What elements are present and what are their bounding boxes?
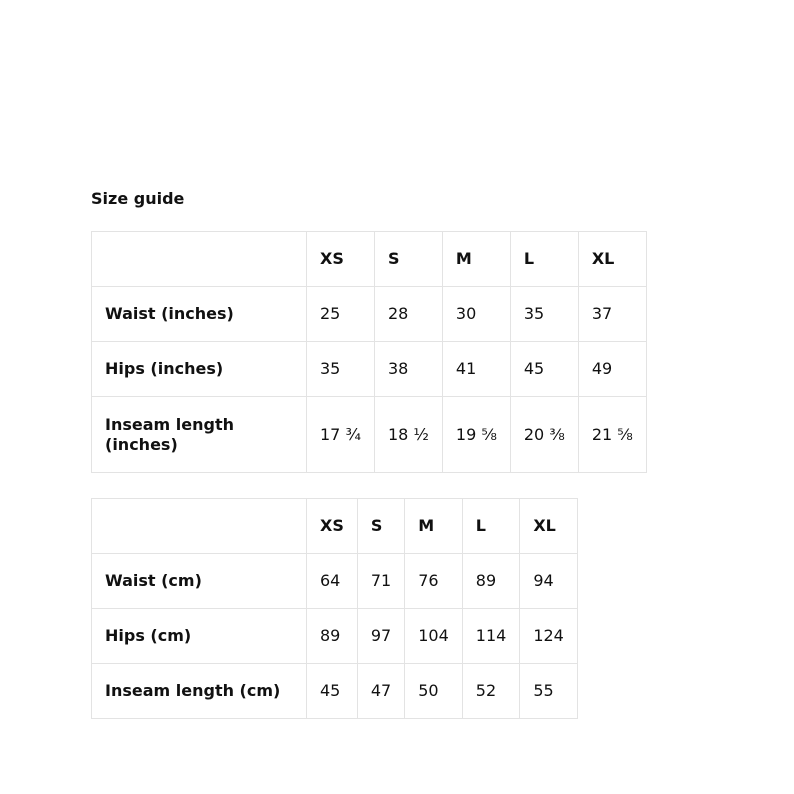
header-cell-m: M [405,499,463,554]
table-cell: 21 ⅝ [578,397,646,473]
header-cell-xl: XL [578,232,646,287]
table-cell: 104 [405,609,463,664]
row-label: Hips (inches) [92,342,307,397]
header-cell-xl: XL [520,499,578,554]
table-cell: 37 [578,287,646,342]
table-cell: 76 [405,554,463,609]
header-cell-xs: XS [307,232,375,287]
header-cell-xs: XS [307,499,358,554]
table-cell: 28 [374,287,442,342]
table-cell: 89 [307,609,358,664]
table-row [92,554,578,609]
header-cell-s: S [357,499,404,554]
table-row [92,609,578,664]
table-cell: 45 [510,342,578,397]
table-cell: 52 [462,664,520,719]
table-cell: 25 [307,287,375,342]
table-cell: 20 ⅜ [510,397,578,473]
table-cell: 41 [442,342,510,397]
page-title: Size guide [91,189,185,208]
row-label: Waist (inches) [92,287,307,342]
table-row [92,287,647,342]
table-row [92,342,647,397]
header-cell-l: L [510,232,578,287]
table-cell: 35 [307,342,375,397]
table-cell: 114 [462,609,520,664]
table-cell: 89 [462,554,520,609]
header-cell [92,499,307,554]
table-cell: 18 ½ [374,397,442,473]
table-cell: 124 [520,609,578,664]
table-cell: 30 [442,287,510,342]
table-cell: 17 ¾ [307,397,375,473]
table-cell: 47 [357,664,404,719]
table-cell: 35 [510,287,578,342]
table-header-row [92,499,578,554]
row-label: Inseam length (inches) [92,397,307,473]
table-cell: 55 [520,664,578,719]
row-label: Waist (cm) [92,554,307,609]
header-cell-s: S [374,232,442,287]
table-cell: 45 [307,664,358,719]
table-cell: 71 [357,554,404,609]
header-cell [92,232,307,287]
header-cell-l: L [462,499,520,554]
header-cell-m: M [442,232,510,287]
row-label: Hips (cm) [92,609,307,664]
table-cell: 64 [307,554,358,609]
table-cell: 19 ⅝ [442,397,510,473]
size-table-inches [91,231,647,473]
table-cell: 97 [357,609,404,664]
table-cell: 50 [405,664,463,719]
table-cell: 94 [520,554,578,609]
table-cell: 38 [374,342,442,397]
size-table-cm [91,498,578,719]
table-row [92,397,647,473]
row-label: Inseam length (cm) [92,664,307,719]
table-header-row [92,232,647,287]
table-row [92,664,578,719]
table-cell: 49 [578,342,646,397]
